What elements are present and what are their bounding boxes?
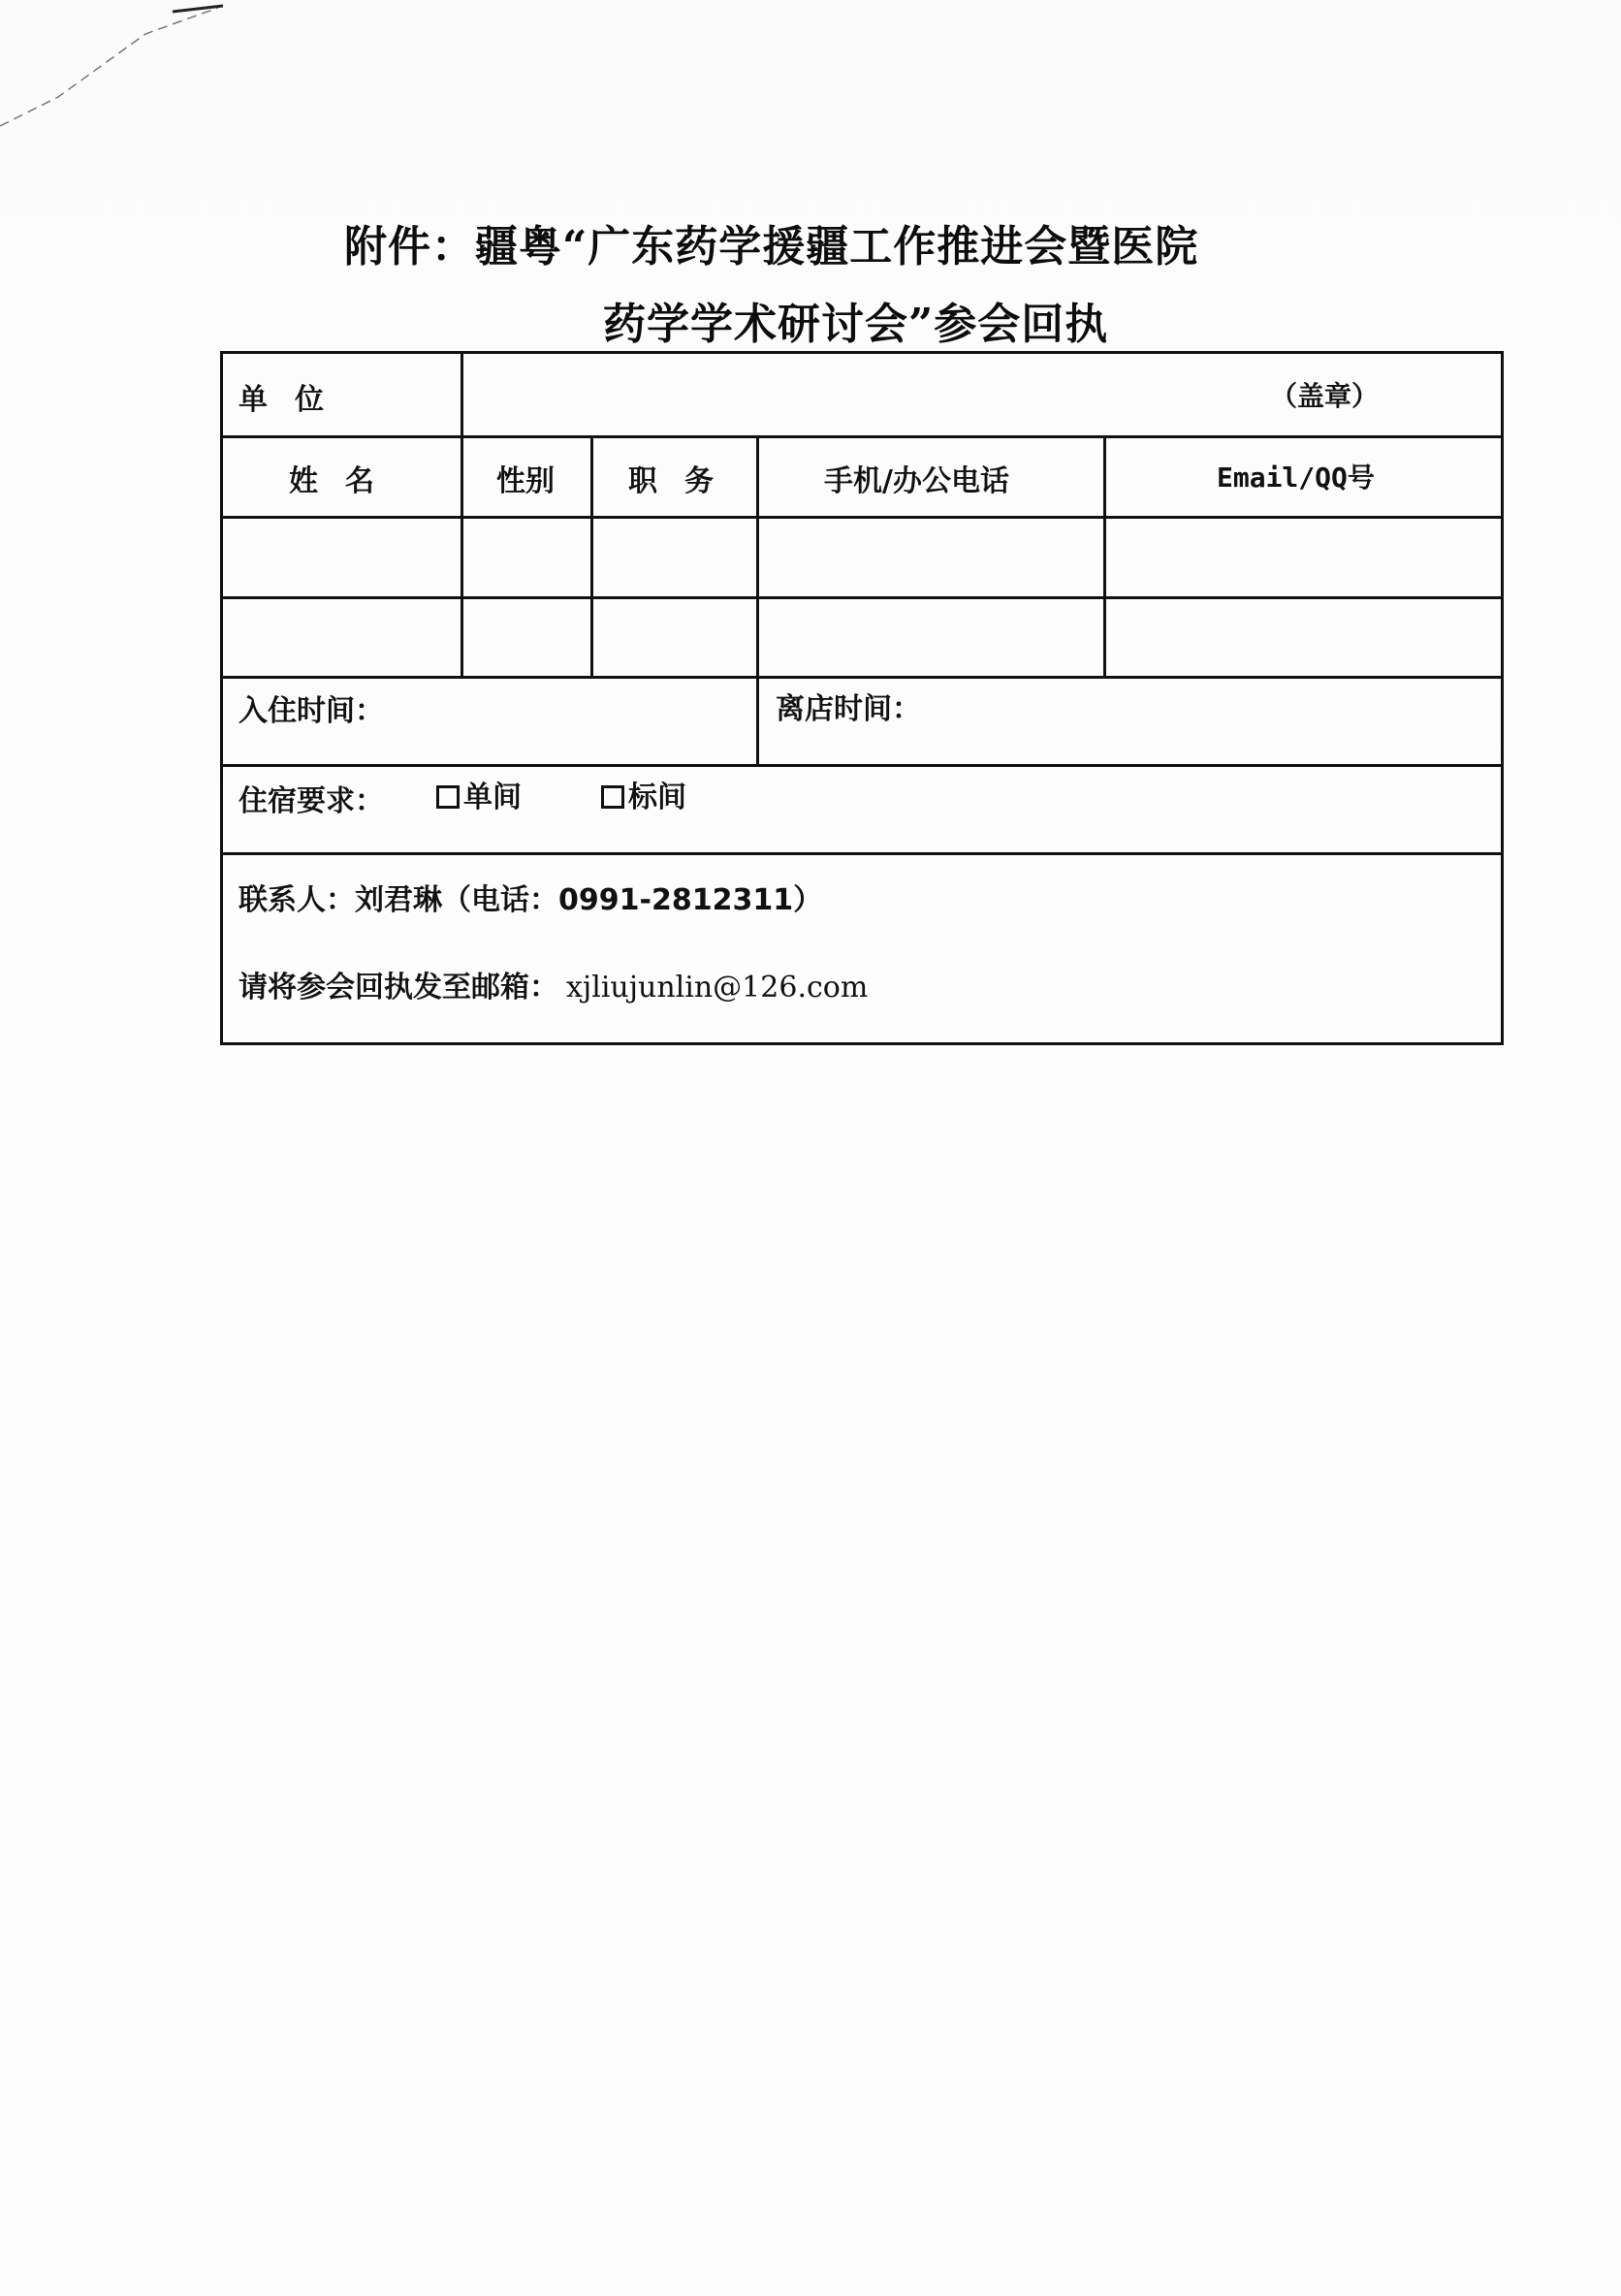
email-instruction [238, 963, 868, 1005]
email-address[interactable]: xjliujunlin@126.com [566, 971, 869, 1004]
contact-line: 联系人：刘君琳（电话：0991-2812311） [238, 883, 823, 917]
name-cell[interactable] [223, 599, 461, 676]
gender-cell[interactable] [463, 599, 590, 676]
column-header-name: 姓名 [289, 464, 401, 498]
checkbox-icon[interactable] [601, 785, 624, 809]
table-rule [223, 435, 1501, 438]
email-instruction-label: 请将参会回执发至邮箱： [238, 971, 558, 1004]
column-header-gender: 性别 [496, 464, 555, 498]
column-header-position: 职务 [628, 464, 741, 498]
name-cell[interactable] [223, 519, 461, 596]
checkbox-icon[interactable] [436, 785, 460, 809]
phone-cell[interactable] [759, 599, 1103, 676]
seal-note: （盖章） [1270, 380, 1380, 412]
title-line-2: 药学学术研讨会”参会回执 [603, 300, 1109, 349]
lodging-option-double[interactable] [601, 773, 686, 815]
lodging-label: 住宿要求： [238, 784, 384, 818]
checkout-label: 离店时间： [776, 692, 921, 726]
lodging-option-single[interactable] [436, 773, 522, 815]
checkin-label: 入住时间： [238, 694, 384, 728]
position-cell[interactable] [593, 599, 756, 676]
gender-cell[interactable] [463, 519, 590, 596]
column-header-phone: 手机/办公电话 [824, 464, 1009, 498]
unit-label: 单位 [238, 383, 351, 417]
table-row [223, 519, 1501, 596]
checkin-field[interactable] [388, 679, 751, 764]
table-row [223, 599, 1501, 676]
column-header-email: Email/QQ号 [1217, 462, 1375, 494]
email-cell[interactable] [1106, 599, 1501, 676]
email-cell[interactable] [1106, 519, 1501, 596]
registration-form-table [220, 351, 1504, 1045]
lodging-option-single-label: 单间 [463, 781, 522, 814]
table-rule [223, 764, 1501, 767]
unit-field[interactable] [463, 354, 1239, 435]
lodging-option-double-label: 标间 [628, 781, 686, 814]
page-fold-mark [0, 0, 233, 155]
table-rule [223, 852, 1501, 855]
title-line-1: 附件：疆粤“广东药学援疆工作推进会暨医院 [344, 222, 1199, 271]
position-cell[interactable] [593, 519, 756, 596]
phone-cell[interactable] [759, 519, 1103, 596]
checkout-field[interactable] [926, 679, 1498, 764]
